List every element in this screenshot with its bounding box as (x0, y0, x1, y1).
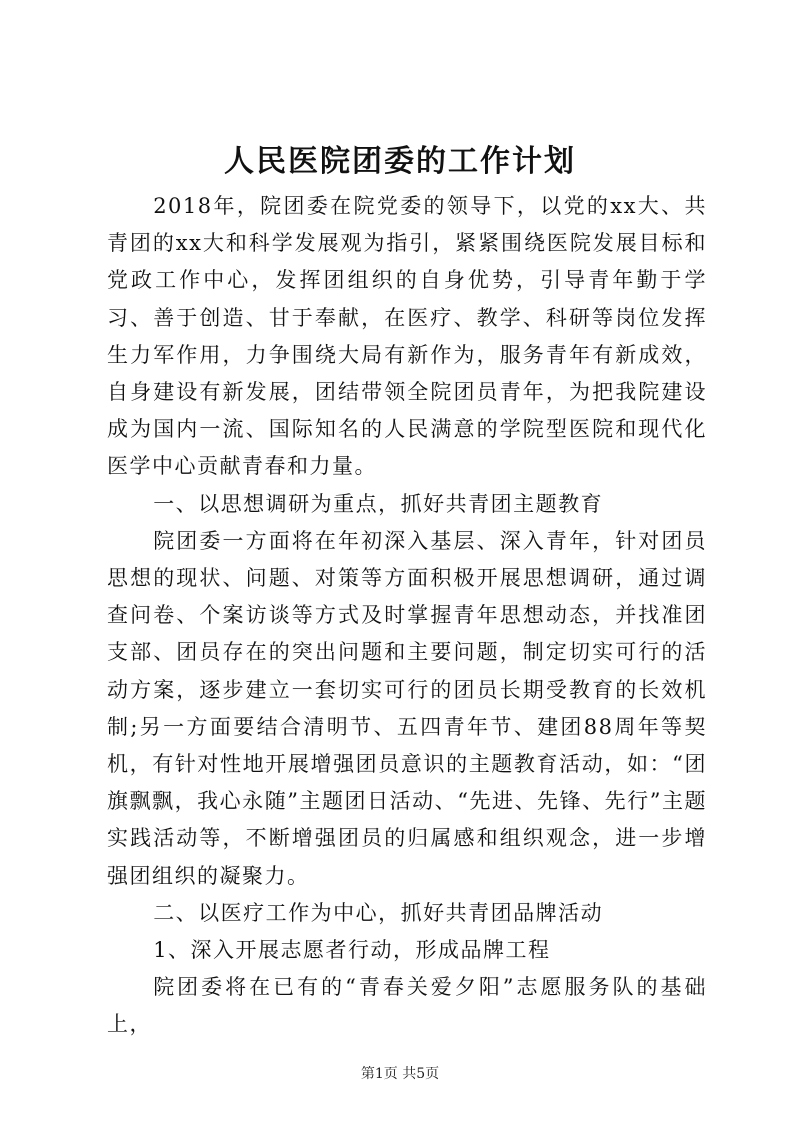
page-footer: 第1页 共5页 (360, 1066, 440, 1082)
section-heading-1: 一、以思想调研为重点，抓好共青团主题教育 (153, 491, 604, 516)
paragraph-intro: 2018年，院团委在院党委的领导下，以党的xx大、共青团的xx大和科学发展观为指引，紧紧围绕医院发展目标和党政工作中心，发挥团组织的自身优势，引导青年勤于学习、善于创造、甘于奉献，在医疗、教学、科研等岗位发挥生力军作用，力争围绕大局有新作为，服务青年有新成效，自身建设有新发展，团结带领全院团员青年，为把我院建设成为国内一流、国际知名的人民满意的学院型医院和现代化医学中心贡献青春和力量。 (107, 194, 707, 479)
document-body (107, 188, 707, 1044)
paragraph-section-1: 院团委一方面将在年初深入基层、深入青年，针对团员思想的现状、问题、对策等方面积极开展思想调研，通过调查问卷、个案访谈等方式及时掌握青年思想动态，并找准团支部、团员存在的突出问题和主要问题，制定切实可行的活动方案，逐步建立一套切实可行的团员长期受教育的长效机制;另一方面要结合清明节、五四青年节、建团88周年等契机，有针对性地开展增强团员意识的主题教育活动，如：“团旗飘飘，我心永随”主题团日活动、“先进、先锋、先行”主题实践活动等，不断增强团员的归属感和组织观念，进一步增强团组织的凝聚力。 (107, 528, 707, 888)
paragraph-section-2-1: 院团委将在已有的“青春关爱夕阳”志愿服务队的基础上， (107, 975, 707, 1037)
subsection-heading-2-1: 1、深入开展志愿者行动，形成品牌工程 (153, 938, 551, 963)
document-title: 人民医院团委的工作计划 (224, 144, 576, 179)
section-heading-2: 二、以医疗工作为中心，抓好共青团品牌活动 (153, 900, 604, 925)
